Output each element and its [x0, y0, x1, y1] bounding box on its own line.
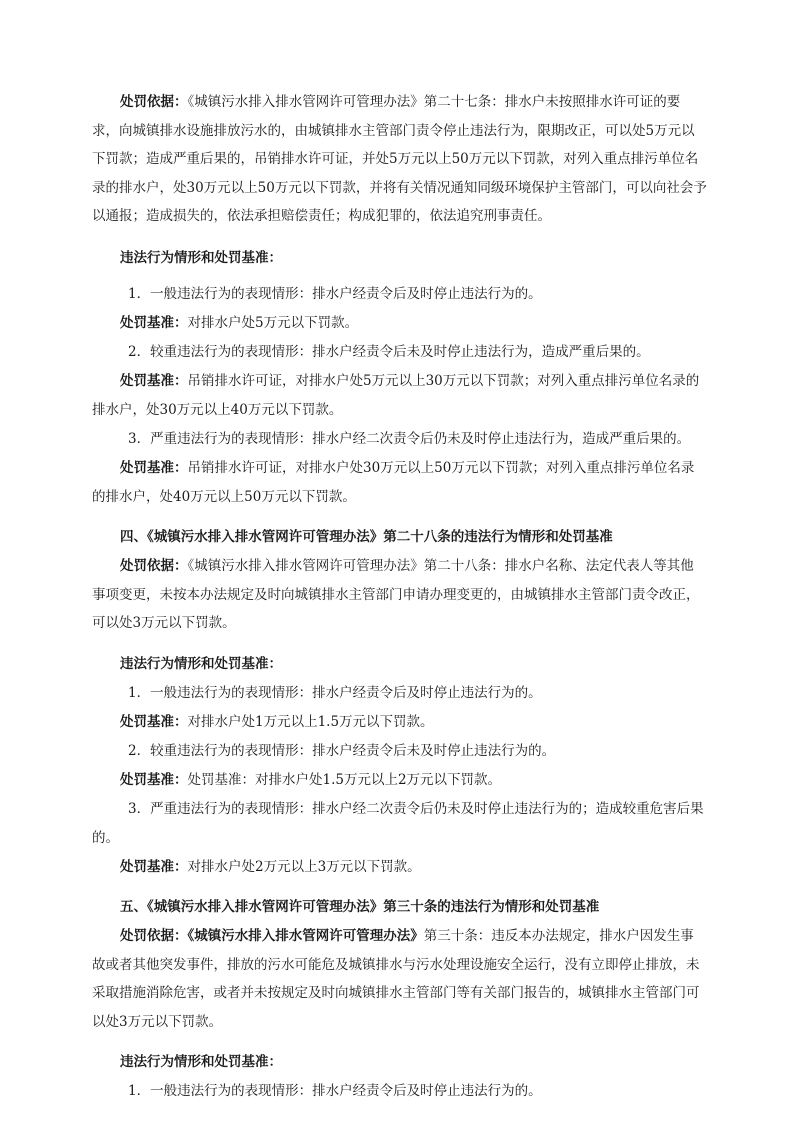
violation-item-general: 1．一般违法行为的表现情形：排水户经责令后及时停止违法行为的。 — [128, 286, 542, 302]
violation-item-general: 1．一般违法行为的表现情形：排水户经责令后及时停止违法行为的。 — [128, 1083, 542, 1099]
penalty-standard — [92, 309, 707, 338]
penalty-basis-label: 处罚依据： — [120, 558, 188, 574]
penalty-standard-label: 处罚基准： — [120, 373, 188, 389]
violation-heading: 违法行为情形和处罚基准： — [120, 250, 282, 266]
penalty-standard — [92, 708, 707, 737]
penalty-standard-label: 处罚基准： — [120, 772, 188, 788]
penalty-standard — [92, 367, 707, 424]
penalty-standard — [92, 766, 707, 795]
section-title: 四、《城镇污水排入排水管网许可管理办法》第二十八条的违法行为情形和处罚基准 — [120, 529, 613, 545]
violation-item-serious: 2．较重违法行为的表现情形：排水户经责令后未及时停止违法行为的。 — [128, 743, 556, 759]
violation-item-serious: 2．较重违法行为的表现情形：排水户经责令后未及时停止违法行为，造成严重后果的。 — [128, 344, 650, 360]
penalty-standard-text: 吊销排水许可证，对排水户处30万元以上50万元以下罚款；对列入重点排污单位名录的排水户，处40万元以上50万元以下罚款。 — [92, 460, 695, 505]
violation-heading: 违法行为情形和处罚基准： — [120, 656, 282, 672]
penalty-basis-text: 《城镇污水排入排水管网许可管理办法》第二十八条：排水户名称、法定代表人等其他事项变更，未按本办法规定及时向城镇排水主管部门申请办理变更的，由城镇排水主管部门责令改正，可以处3万元以下罚款。 — [92, 558, 700, 631]
penalty-standard-label: 处罚基准： — [120, 714, 188, 730]
penalty-basis-text: 第三十条：违反本办法规定，排水户因发生事故或者其他突发事件，排放的污水可能危及城镇排水与污水处理设施安全运行，没有立即停止排放，未采取措施消除危害，或者并未按规定及时向城镇排水主管部门等有关部门报告的，城镇排水主管部门可以处3万元以下罚款。 — [92, 928, 700, 1030]
penalty-standard-text: 对排水户处2万元以上3万元以下罚款。 — [187, 859, 421, 875]
violation-item-general: 1．一般违法行为的表现情形：排水户经责令后及时停止违法行为的。 — [128, 685, 542, 701]
penalty-basis-text: 《城镇污水排入排水管网许可管理办法》第二十七条：排水户未按照排水许可证的要求，向城镇排水设施排放污水的，由城镇排水主管部门责令停止违法行为，限期改正，可以处5万元以下罚款；造成严重后果的，吊销排水许可证，并处5万元以上50万元以下罚款，对列入重点排污单位名录的排水户，处30万元以上50万元以下罚款，并将有关情况通知同级环境保护主管部门，可以向社会予以通报；造成损失的，依法承担赔偿责任；构成犯罪的，依法追究刑事责任。 — [92, 94, 707, 224]
violation-item-severe: 3．严重违法行为的表现情形：排水户经二次责令后仍未及时停止违法行为的；造成较重危害后果的。 — [92, 801, 704, 846]
penalty-standard-label: 处罚基准： — [120, 460, 188, 476]
violation-item-severe: 3．严重违法行为的表现情形：排水户经二次责令后仍未及时停止违法行为，造成严重后果的。 — [128, 431, 691, 447]
section-title: 五、《城镇污水排入排水管网许可管理办法》第三十条的违法行为情形和处罚基准 — [120, 899, 600, 915]
penalty-standard-text: 处罚基准：对排水户处1.5万元以上2万元以下罚款。 — [187, 772, 502, 788]
penalty-standard — [92, 454, 707, 511]
penalty-standard-label: 处罚基准： — [120, 315, 188, 331]
penalty-basis-paragraph — [92, 552, 707, 638]
penalty-basis-label: 处罚依据： — [120, 94, 188, 110]
penalty-standard-text: 对排水户处1万元以上1.5万元以下罚款。 — [187, 714, 434, 730]
penalty-basis-paragraph — [92, 88, 707, 231]
penalty-basis-label: 处罚依据： — [120, 928, 188, 944]
penalty-basis-paragraph — [92, 922, 707, 1036]
penalty-standard — [92, 853, 707, 882]
penalty-standard-text: 吊销排水许可证，对排水户处5万元以上30万元以下罚款；对列入重点排污单位名录的排水户，处30万元以上40万元以下罚款。 — [92, 373, 700, 418]
penalty-standard-text: 对排水户处5万元以下罚款。 — [187, 315, 359, 331]
penalty-basis-law: 《城镇污水排入排水管网许可管理办法》 — [187, 928, 424, 944]
penalty-standard-label: 处罚基准： — [120, 859, 188, 875]
violation-heading: 违法行为情形和处罚基准： — [120, 1054, 282, 1070]
